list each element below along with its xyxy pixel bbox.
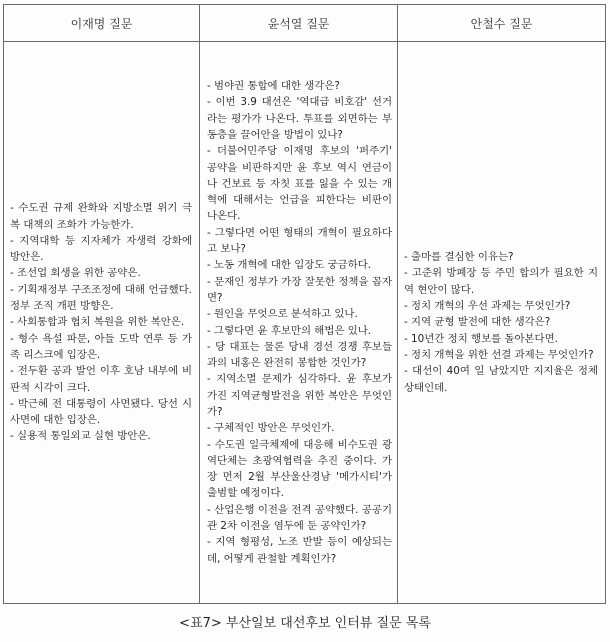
table-caption: <표7> 부산일보 대선후보 인터뷰 질문 목록 — [179, 616, 431, 631]
ahn-question-list — [404, 249, 598, 396]
lee-question-list — [10, 200, 192, 444]
header-lee: 이재명 질문 — [4, 5, 200, 42]
question-item: - 지역대학 등 지자체가 자생력 강화에 방안은. — [10, 234, 192, 264]
question-item: - 박근혜 전 대통령이 사면됐다. 당선 시 사면에 대한 입장은. — [10, 397, 192, 427]
question-item: - 기획재정부 구조조정에 대해 언급했다. 정부 조직 개편 방향은. — [10, 283, 192, 313]
question-item: - 정치 개혁의 우선 과제는 무엇인가? — [404, 300, 571, 313]
question-item: - 전두환 공과 발언 이후 호남 내부에 비판적 시각이 크다. — [10, 365, 192, 394]
question-item: - 이번 3.9 대선은 '역대급 비호감' 선거라는 평가가 나온다. 투표를 외면하는 부동층을 끌어안을 방법이 있나? — [207, 96, 392, 141]
yoon-questions-cell — [200, 42, 398, 604]
question-item: - 문재인 정부가 가장 잘못한 정책을 꼽자면? — [207, 275, 392, 304]
question-item: - 고준위 방폐장 등 주민 합의가 필요한 지역 현안이 많다. — [404, 267, 598, 296]
question-item: - 그렇다면 어떤 형태의 개혁이 필요하다고 보나? — [207, 226, 392, 256]
question-table — [3, 4, 606, 604]
question-item: - 지역 형평성, 노조 반발 등이 예상되는데, 어떻게 관철할 계획인가? — [207, 536, 392, 565]
question-item: - 당 대표는 물론 당내 경선 경쟁 후보들과의 내홍은 완전히 봉합한 것인가? — [207, 340, 392, 370]
lee-questions-cell — [4, 42, 200, 604]
question-item: - 노동 개혁에 대한 입장도 궁금하다. — [207, 259, 372, 272]
question-item: - 원인을 무엇으로 분석하고 있나. — [207, 308, 358, 321]
question-item: - 그렇다면 윤 후보만의 해법은 있나. — [207, 324, 372, 337]
header-ahn: 안철수 질문 — [398, 5, 606, 42]
question-item: - 출마를 결심한 이유는? — [404, 251, 514, 264]
question-item: - 대선이 40여 일 남았지만 지지율은 정체 상태인데. — [404, 365, 598, 394]
question-item: - 산업은행 이전을 전격 공약했다. 공공기관 2차 이전을 염두에 둔 공약인가? — [207, 503, 392, 533]
question-item: - 사회통합과 협치 복원을 위한 복안은. — [10, 316, 185, 329]
yoon-question-list — [207, 78, 392, 567]
question-item: - 형수 욕설 파문, 아들 도박 연루 등 가족 리스크에 입장은. — [10, 332, 192, 361]
question-item: - 조선업 회생을 위한 공약은. — [10, 267, 141, 280]
question-item: - 10년간 정치 행보를 돌아본다면. — [404, 332, 558, 345]
question-item: - 범야권 통합에 대한 생각은? — [207, 80, 340, 93]
table-body-row — [4, 42, 606, 604]
question-item: - 수도권 규제 완화와 지방소멸 위기 극복 대책의 조화가 가능한가. — [10, 202, 192, 231]
question-item: - 정치 개혁을 위한 선결 과제는 무엇인가? — [404, 348, 594, 361]
question-item: - 더불어민주당 이재명 후보의 '퍼주기' 공약을 비판하지만 윤 후보 역시 연금이나 건보료 등 자칫 표를 잃을 수 있는 개혁에 대해서는 언급을 피한다는 비판이 나온다. — [207, 145, 392, 223]
header-yoon: 윤석열 질문 — [200, 5, 398, 42]
question-item: - 실용적 통일외교 실현 방안은. — [10, 430, 151, 443]
table-header-row — [4, 5, 606, 42]
question-item: - 지역 균형 발전에 대한 생각은? — [404, 316, 551, 329]
question-item: - 지역소멸 문제가 심각하다. 윤 후보가 가진 지역균형발전을 위한 복안은 무엇인가? — [207, 373, 392, 418]
ahn-questions-cell — [398, 42, 606, 604]
question-item: - 구체적인 방안은 무엇인가. — [207, 422, 335, 435]
question-item: - 수도권 일극체제에 대응해 비수도권 광역단체는 초광역협력을 추진 중이다. 가장 먼저 2월 부산울산경남 '메가시티'가 출범할 예정이다. — [207, 438, 392, 500]
